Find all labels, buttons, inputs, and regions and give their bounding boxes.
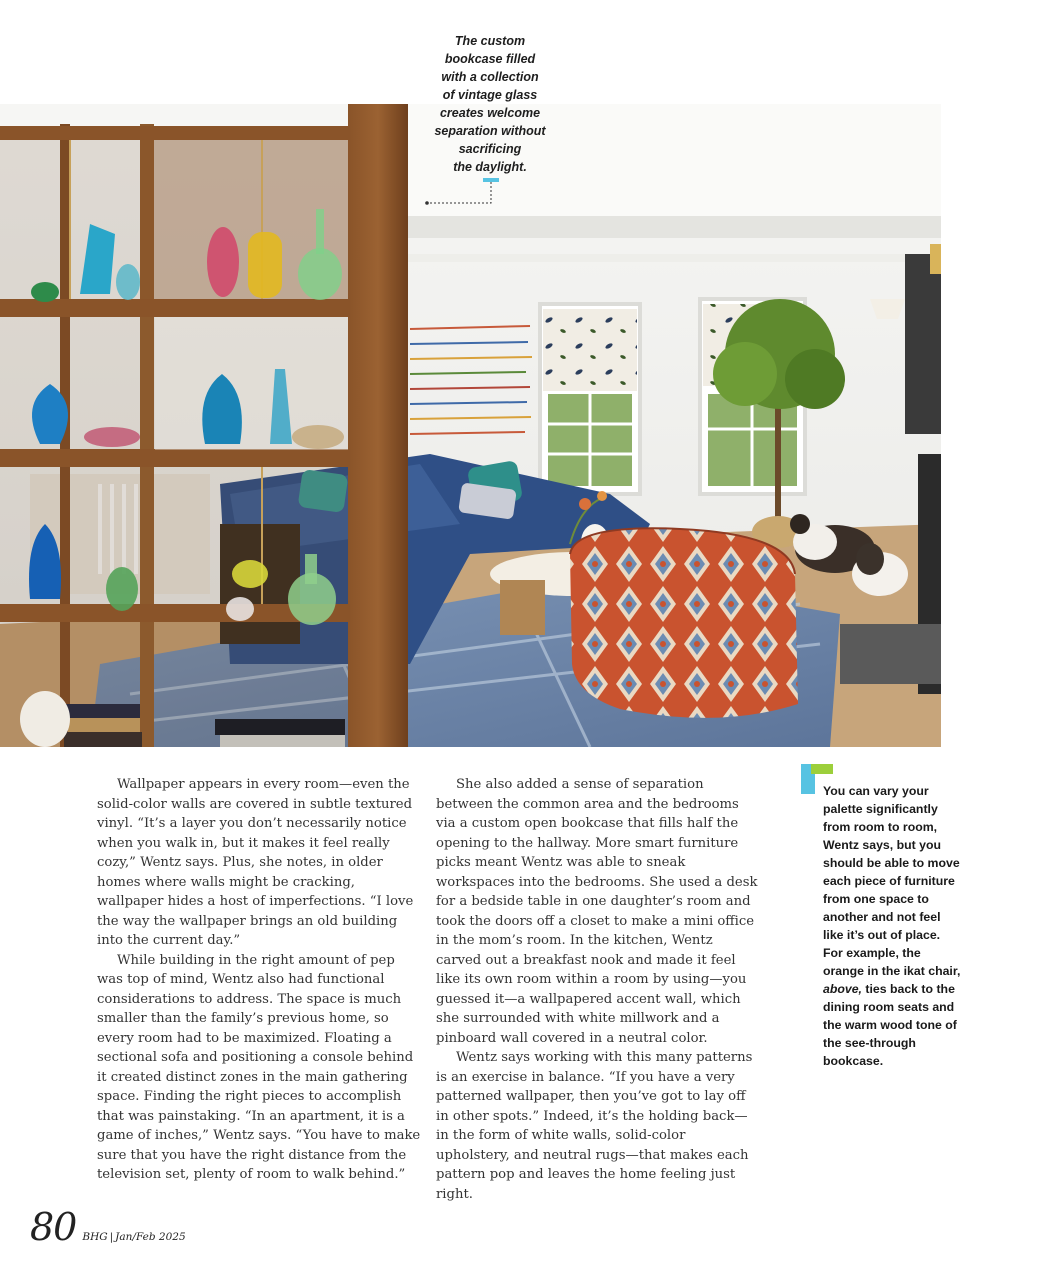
caption-line: bookcase filled (444, 52, 536, 66)
leader-accent-bar (483, 178, 499, 182)
body-paragraph: She also added a sense of separation between the common area and the bedrooms via a custom open bookcase that fills half the opening to the hallway. More smart furniture picks meant Wentz was able to sneak workspaces into the bedrooms. She used a desk for a bedside table in one daughter’s room and took the doors off a closet to make a mini office in the mom’s room. In the kitchen, Wentz carved out a breakfast nook and made it feel like its own room within a room by using—you guessed it—a wallpapered accent wall, which she surrounded with white millwork and a pinboard wall covered in a neutral color. (436, 777, 758, 1046)
page-folio (30, 1205, 186, 1249)
sidebar-text-end: ties back to the dining room seats and the warm wood tone of the see-through bookcase. (823, 982, 957, 1068)
body-paragraph: Wentz says working with this many patterns is an exercise in balance. “If you have a very patterned wallpaper, then you’ve got to lay off in other spots.” Indeed, it’s the holding back—in the form of white walls, solid-color upholstery, and neutral rugs—that makes each pattern pop and leaves the home feeling just right. (436, 1050, 753, 1202)
caption-line: creates welcome (439, 106, 541, 120)
body-paragraph: While building in the right amount of pep was top of mind, Wentz also had functional considerations to address. The space is much smaller than the family’s previous home, so every room had to be maximized. Floating a sectional sofa and positioning a console behind it created distinct zones in the main gathering space. Finding the right pieces to accomplish that was painstaking. “In an apartment, it is a game of inches,” Wentz says. “You have to make sure that you have the right distance from the television set, plenty of room to walk behind.” (97, 952, 421, 1182)
ikat-swivel-chair (570, 528, 798, 718)
leader-dot (425, 201, 429, 205)
body-column-2 (436, 775, 760, 1204)
beam (408, 254, 941, 262)
body-column-1 (97, 775, 421, 1185)
crown-molding (408, 216, 941, 238)
accent-green-block (811, 764, 833, 774)
caption-line: The custom (454, 34, 526, 48)
sidebar-emphasis: above, (823, 982, 862, 996)
caption-leader-line (420, 175, 510, 210)
caption-line: of vintage glass (442, 88, 538, 102)
sidebar-tip (823, 782, 963, 1070)
issue-date: Jan/Feb 2025 (115, 1231, 186, 1243)
folio-separator: | (109, 1231, 114, 1243)
photo-caption (425, 32, 555, 176)
window-left (540, 304, 640, 494)
caption-line: separation without (434, 124, 546, 138)
sidebar-text-start: You can vary your palette significantly from room to room, Wentz says, but you should be able to move each piece of furniture from one space to another and not feel like it’s out of place. For example, the orange in the ikat chair, (823, 784, 961, 978)
caption-line: sacrificing (458, 142, 522, 156)
leader-dashes (428, 182, 491, 203)
magazine-name: BHG (82, 1231, 108, 1243)
caption-line: with a collection (441, 70, 539, 84)
caption-line: the daylight. (453, 160, 527, 174)
page-number: 80 (30, 1205, 77, 1249)
body-paragraph: Wallpaper appears in every room—even the solid-color walls are covered in subtle textured vinyl. “It’s a layer you don’t necessarily notice when you walk in, but it makes it feel really cozy,” Wentz says. Plus, she notes, in older homes where walls might be cracking, wallpaper hides a host of imperfections. “I love the way the wallpaper brings an old building into the current day.” (97, 777, 414, 948)
